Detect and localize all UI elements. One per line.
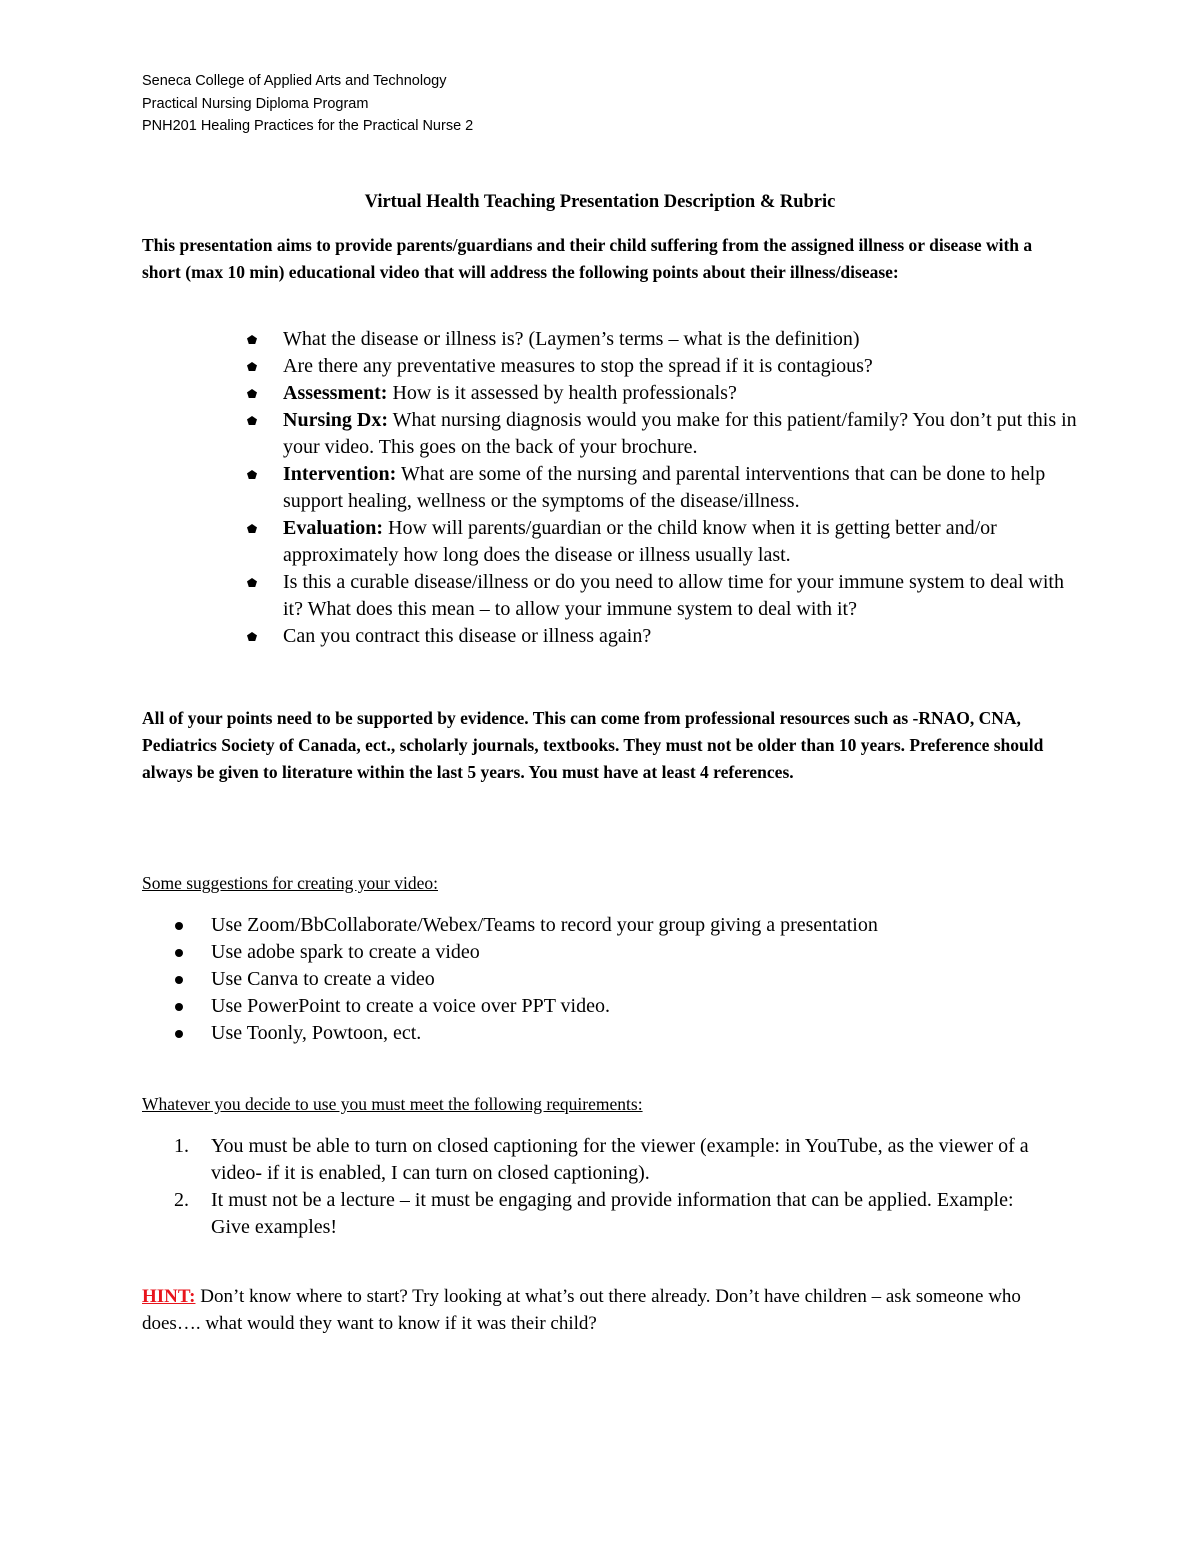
point-label: Intervention: bbox=[283, 463, 397, 485]
hint-label: HINT: bbox=[142, 1286, 196, 1307]
evidence-paragraph: All of your points need to be supported by evidence. This can come from professional resources such as -RNAO, CNA, Pediatrics Society of Canada, ect., scholarly journals, textbooks. They must not be older than 10 years. Preference should always be given to literature within the last 5 years. You must have at least 4 references. bbox=[142, 708, 1044, 782]
bullet-icon bbox=[175, 1030, 183, 1038]
requirement-item bbox=[0, 1133, 1041, 1187]
point-text: What the disease or illness is? (Laymen’s terms – what is the definition) bbox=[283, 328, 860, 350]
point-item bbox=[0, 380, 1083, 407]
point-item bbox=[0, 461, 1083, 515]
suggestion-item bbox=[0, 1020, 1200, 1047]
point-text: How will parents/guardian or the child know when it is getting better and/or approximately how long does the disease or illness usually last. bbox=[283, 517, 997, 566]
point-label: Nursing Dx: bbox=[283, 409, 389, 431]
institution-name: Seneca College of Applied Arts and Technology bbox=[142, 73, 447, 89]
program-name: Practical Nursing Diploma Program bbox=[142, 96, 369, 112]
point-item bbox=[0, 326, 1083, 353]
suggestion-item bbox=[0, 993, 1200, 1020]
suggestion-text: Use Canva to create a video bbox=[211, 968, 435, 990]
point-text: How is it assessed by health professionals? bbox=[392, 382, 737, 404]
suggestion-text: Use Zoom/BbCollaborate/Webex/Teams to record your group giving a presentation bbox=[211, 914, 878, 936]
suggestion-text: Use adobe spark to create a video bbox=[211, 941, 480, 963]
bullet-icon bbox=[175, 976, 183, 984]
hint-text: Don’t know where to start? Try looking at what’s out there already. Don’t have children – ask someone who does…. what would they want to know if it was their child? bbox=[142, 1286, 1021, 1334]
hint-paragraph bbox=[142, 1283, 1042, 1337]
bullet-icon bbox=[247, 470, 257, 479]
requirement-text: You must be able to turn on closed captioning for the viewer (example: in YouTube, as the viewer of a video- if it is enabled, I can turn on closed captioning). bbox=[211, 1135, 1029, 1184]
bullet-icon bbox=[247, 335, 257, 344]
requirements-heading: Whatever you decide to use you must meet the following requirements: bbox=[142, 1094, 643, 1114]
requirement-item bbox=[0, 1187, 1041, 1241]
point-text: What nursing diagnosis would you make for this patient/family? You don’t put this in your video. This goes on the back of your brochure. bbox=[283, 409, 1077, 458]
bullet-icon bbox=[247, 362, 257, 371]
course-name: PNH201 Healing Practices for the Practical Nurse 2 bbox=[142, 118, 474, 134]
point-item bbox=[0, 623, 1083, 650]
suggestion-text: Use PowerPoint to create a voice over PPT video. bbox=[211, 995, 610, 1017]
document-title: Virtual Health Teaching Presentation Description & Rubric bbox=[364, 192, 836, 212]
point-text: What are some of the nursing and parental interventions that can be done to help support healing, wellness or the symptoms of the disease/illness. bbox=[283, 463, 1046, 512]
point-label: Evaluation: bbox=[283, 517, 384, 539]
point-item bbox=[0, 353, 1083, 380]
point-text: Is this a curable disease/illness or do you need to allow time for your immune system to deal with it? What does this mean – to allow your immune system to deal with it? bbox=[283, 571, 1064, 620]
bullet-icon bbox=[247, 416, 257, 425]
bullet-icon bbox=[175, 1003, 183, 1011]
suggestion-item bbox=[0, 939, 1200, 966]
suggestion-item bbox=[0, 966, 1200, 993]
point-item bbox=[0, 407, 1083, 461]
suggestion-text: Use Toonly, Powtoon, ect. bbox=[211, 1022, 422, 1044]
bullet-icon bbox=[247, 389, 257, 398]
bullet-icon bbox=[175, 922, 183, 930]
point-text: Are there any preventative measures to stop the spread if it is contagious? bbox=[283, 355, 873, 377]
bullet-icon bbox=[247, 524, 257, 533]
point-item bbox=[0, 515, 1083, 569]
requirement-number: 2. bbox=[174, 1189, 189, 1211]
intro-paragraph: This presentation aims to provide parents/guardians and their child suffering from the assigned illness or disease with a short (max 10 min) educational video that will address the following points about their illness/disease: bbox=[142, 235, 1033, 282]
point-label: Assessment: bbox=[283, 382, 388, 404]
suggestions-heading: Some suggestions for creating your video: bbox=[142, 873, 438, 893]
points-list bbox=[0, 326, 1200, 650]
point-text: Can you contract this disease or illness again? bbox=[283, 625, 652, 647]
bullet-icon bbox=[247, 632, 257, 641]
requirement-number: 1. bbox=[174, 1135, 189, 1157]
suggestion-item bbox=[0, 912, 1200, 939]
suggestions-list bbox=[0, 912, 1200, 1047]
point-item bbox=[0, 569, 1083, 623]
bullet-icon bbox=[175, 949, 183, 957]
bullet-icon bbox=[247, 578, 257, 587]
requirement-text: It must not be a lecture – it must be engaging and provide information that can be applied. Example: Give examples! bbox=[211, 1189, 1014, 1238]
requirements-list bbox=[0, 1133, 1200, 1241]
